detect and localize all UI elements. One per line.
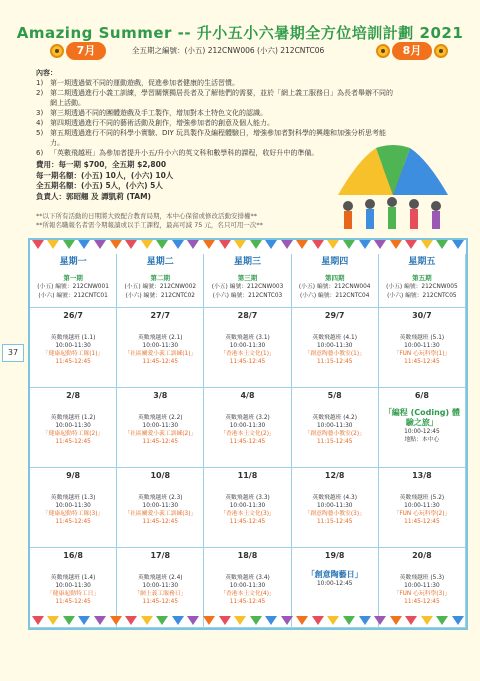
note-1: **以下所有活動的日期將大致配合教育局期，本中心保留或修改活動安排權** [36, 212, 257, 220]
cell-class: 英數飛越班 (1.2) [50, 415, 96, 421]
cell-activity-time: 11:45-12:45 [404, 599, 440, 605]
bunting-flag [156, 616, 168, 625]
bunting-flag [374, 240, 386, 249]
fee-text: 費用：每一期 $700，全五期 $2,800 [36, 160, 167, 169]
cell-class: 英數飛越班 (4.3) [312, 495, 357, 501]
cell-class: 英數飛越班 (5.3) [399, 575, 445, 581]
content-item-number: 3) [36, 109, 44, 117]
cell-lines [206, 494, 288, 526]
bunting-flag [312, 616, 324, 625]
bunting-flag [125, 240, 137, 249]
bunting-flag [94, 240, 106, 249]
cell-time: 10:00-11:30 [55, 343, 91, 349]
sunflower-icon [434, 44, 448, 58]
page-number: 37 [2, 344, 24, 362]
period-code-header [117, 272, 204, 308]
cell-time: 10:00-11:30 [316, 423, 353, 429]
cell-activity: 「FUN 心玩科學(1)」 [393, 351, 451, 357]
cell-activity-time: 11:45-12:45 [229, 359, 266, 365]
bunting-flag [265, 616, 277, 625]
cell-activity: 「健康起動特工隊(3)」 [42, 511, 104, 517]
cell-lines [381, 494, 463, 526]
bunting-flag [187, 240, 199, 249]
cell-date: 3/8 [153, 391, 168, 400]
cell-class: 英數飛越班 (1.1) [50, 335, 96, 341]
cell-lines [294, 494, 376, 526]
staff-text: 負責人：郭昭翹 及 譚凱莉 (TAM) [36, 191, 151, 201]
cell-date: 5/8 [327, 391, 342, 400]
cell-date: 6/8 [414, 391, 429, 400]
schedule-cell [30, 308, 117, 388]
bunting-flag [374, 616, 386, 625]
cell-location: 地點：本中心 [404, 437, 440, 443]
cell-activity: 「香港本土文化(3)」 [220, 511, 275, 517]
cell-lines [294, 570, 376, 588]
content-item [36, 88, 396, 108]
bunting-flag [125, 616, 137, 625]
content-item-text: 第四期透過進行不同的藝術活動及創作，增強參加者的創意及個人能力。 [50, 119, 274, 127]
page-title: Amazing Summer -- 升小五小六暑期全方位培訓計劃 2021 [16, 24, 464, 42]
cell-date: 26/7 [63, 311, 83, 320]
bunting-flag [156, 240, 168, 249]
content-item [36, 78, 396, 88]
cell-lines [119, 334, 201, 366]
sunflower-icon [50, 44, 64, 58]
cell-class: 英數飛越班 (2.4) [138, 575, 183, 581]
cell-lines [206, 334, 288, 366]
cell-activity-time: 11:45-12:45 [142, 439, 179, 445]
bunting-flag [343, 240, 355, 249]
cell-activity-time: 11:45-12:45 [142, 519, 179, 525]
bunting-top [30, 240, 466, 250]
bunting-flag [234, 616, 246, 625]
period-code-header [30, 272, 117, 308]
content-item [36, 108, 396, 118]
period-label: 第五期 [412, 274, 432, 282]
content-item-number: 6) [36, 149, 44, 157]
period-code-p6: (小六) 編號：212CNTC03 [212, 293, 283, 299]
bunting-flag [78, 240, 90, 249]
bunting-flag [63, 616, 75, 625]
cell-activity-time: 11:45-12:45 [229, 439, 266, 445]
cell-activity-time: 11:15-12:45 [316, 359, 353, 365]
schedule-cell [204, 388, 291, 468]
bunting-flag [110, 240, 122, 249]
period-code-header [379, 272, 466, 308]
period-code-header [292, 272, 379, 308]
cell-class: 英數飛越班 (1.3) [50, 495, 96, 501]
cell-class: 英數飛越班 (2.2) [138, 415, 183, 421]
period-code-p6: (小六) 編號：212CNTC05 [387, 293, 457, 299]
cell-lines [294, 414, 376, 446]
period-code-p5: (小五) 編號：212CNW004 [298, 284, 371, 290]
bunting-flag [327, 240, 339, 249]
content-item-number: 5) [36, 129, 44, 137]
sunflower-icon [376, 44, 390, 58]
cell-date: 29/7 [324, 311, 345, 320]
bunting-flag [47, 240, 59, 249]
bunting-flag [94, 616, 106, 625]
cell-activity: 「香港本土文化(1)」 [220, 351, 275, 357]
cell-activity: 「創意陶藝小教室(2)」 [304, 431, 365, 437]
period-label: 第三期 [237, 274, 258, 282]
month-badge-august: 8月 [392, 42, 432, 60]
cell-time: 10:00-11:30 [229, 503, 266, 509]
bunting-flag [187, 616, 199, 625]
cell-date: 28/7 [237, 311, 258, 320]
schedule-calendar [28, 238, 468, 630]
content-item [36, 118, 396, 128]
cell-activity: 「創意陶藝小教室(3)」 [304, 511, 365, 517]
cell-lines [32, 494, 114, 526]
cell-lines [32, 574, 114, 606]
schedule-cell [379, 308, 466, 388]
period-code-p5: (小五) 編號：212CNW002 [124, 284, 197, 290]
cell-class: 英數飛越班 (3.2) [225, 415, 270, 421]
bunting-flag [141, 616, 153, 625]
cell-activity-time: 11:45-12:45 [55, 519, 91, 525]
cell-lines [32, 334, 114, 366]
period-code-p5: (小五) 編號：212CNW003 [211, 284, 284, 290]
cell-activity: 「香港本土文化(2)」 [220, 431, 275, 437]
bunting-flag [343, 616, 355, 625]
cell-lines [381, 574, 463, 606]
cell-date: 12/8 [324, 471, 345, 480]
cell-lines [206, 574, 288, 606]
bunting-flag [219, 240, 231, 249]
cell-date: 2/8 [66, 391, 81, 400]
period-code-p5: (小五) 編號：212CNW001 [37, 284, 109, 290]
cell-activity: 「社區關愛小義工訓練(3)」 [124, 511, 197, 517]
period-label: 第四期 [324, 274, 345, 282]
cell-date: 20/8 [412, 551, 432, 560]
schedule-cell [117, 468, 204, 548]
note-2: **所報名職報名者需今期報讀或以手工課程，最高可減 75 元，名只可用一次** [36, 221, 263, 229]
cell-date: 30/7 [412, 311, 432, 320]
quota-all-text: 全五期名額：(小五) 5人，(小六) 5人 [36, 181, 163, 190]
cell-activity-time: 11:45-12:45 [229, 519, 266, 525]
schedule-cell [292, 308, 379, 388]
bunting-flag [78, 616, 90, 625]
cell-date: 19/8 [324, 551, 345, 560]
cell-activity-time: 11:45-12:45 [229, 599, 266, 605]
bunting-flag [421, 616, 433, 625]
cell-lines [206, 414, 288, 446]
meta-row [0, 42, 480, 64]
schedule-cell [379, 468, 466, 548]
cell-date: 10/8 [150, 471, 171, 480]
cell-class: 英數飛越班 (4.2) [312, 415, 357, 421]
bunting-bottom [30, 616, 466, 626]
bunting-flag [312, 240, 324, 249]
special-event-title: 「創意陶藝日」 [306, 570, 363, 579]
cell-activity: 「網上義工服務日」 [134, 591, 187, 597]
bunting-flag [234, 240, 246, 249]
cell-date: 17/8 [150, 551, 171, 560]
bunting-flag [250, 240, 262, 249]
bunting-flag [63, 240, 75, 249]
cell-time: 10:00-11:30 [229, 583, 266, 589]
cell-class: 英數飛越班 (2.3) [138, 495, 183, 501]
content-item-number: 4) [36, 119, 44, 127]
cell-time: 10:00-11:30 [229, 423, 266, 429]
bunting-flag [421, 240, 433, 249]
cell-time: 10:00-11:30 [142, 583, 179, 589]
quota-each-text: 每一期名額：(小五) 10人，(小六) 10人 [36, 170, 174, 180]
cell-class: 英數飛越班 (4.1) [312, 335, 357, 341]
cell-time: 10:00-11:30 [142, 503, 179, 509]
day-header: 星期二 [117, 254, 204, 272]
content-item-number: 2) [36, 89, 44, 97]
schedule-cell [30, 388, 117, 468]
cell-lines [119, 414, 201, 446]
content-heading: 內容： [36, 69, 57, 77]
cell-lines [381, 408, 463, 444]
cell-activity: 「FUN 心玩科學(3)」 [393, 591, 451, 597]
content-item-text: 第二期透過進行小義工訓練，學習關懷獨居長者及了解他們的需要，並於「網上義工服務日」為長者舉辦不同的網上活動。 [50, 89, 393, 107]
cell-date: 11/8 [237, 471, 258, 480]
bunting-flag [296, 240, 308, 249]
cell-activity: 「健康起動特工日」 [47, 591, 100, 597]
schedule-cell [204, 468, 291, 548]
bunting-flag [203, 240, 215, 249]
bunting-flag [141, 240, 153, 249]
bunting-flag [359, 240, 371, 249]
bunting-flag [452, 240, 464, 249]
month-badge-july: 7月 [66, 42, 106, 60]
schedule-cell [379, 388, 466, 468]
cell-activity-time: 11:45-12:45 [55, 359, 91, 365]
cell-time: 10:00-11:30 [142, 343, 179, 349]
cell-activity-time: 11:45-12:45 [55, 439, 91, 445]
cell-time: 10:00-11:30 [404, 583, 440, 589]
bunting-flag [390, 240, 402, 249]
content-item-number: 1) [36, 79, 44, 87]
cell-class: 英數飛越班 (2.1) [138, 335, 183, 341]
cell-time: 10:00-12:45 [316, 581, 353, 587]
cell-class: 英數飛越班 (3.4) [225, 575, 270, 581]
bunting-flag [32, 240, 44, 249]
content-item-text: 第五期透過進行不同的科學小實驗、DIY 玩具製作及編程體驗日，增強參加者對科學的興趣和加強分析思考能力。 [50, 129, 386, 147]
cell-class: 英數飛越班 (3.3) [225, 495, 270, 501]
cell-class: 英數飛越班 (5.2) [399, 495, 445, 501]
parachute-kids-illustration [328, 140, 458, 240]
bunting-flag [110, 616, 122, 625]
cell-lines [294, 334, 376, 366]
cell-time: 10:00-11:30 [55, 423, 91, 429]
cell-time: 10:00-11:30 [404, 503, 440, 509]
cell-activity-time: 11:15-12:45 [316, 439, 353, 445]
cell-class: 英數飛越班 (1.4) [50, 575, 96, 581]
cell-date: 27/7 [150, 311, 171, 320]
cell-activity-time: 11:45-12:45 [142, 359, 179, 365]
cell-date: 9/8 [66, 471, 81, 480]
bunting-flag [172, 240, 184, 249]
cell-lines [119, 494, 201, 526]
cell-time: 10:00-11:30 [404, 343, 440, 349]
info-section [36, 160, 316, 202]
period-label: 第一期 [63, 274, 83, 282]
cell-activity: 「健康起動特工隊(1)」 [42, 351, 104, 357]
cell-activity: 「健康起動特工隊(2)」 [42, 431, 104, 437]
cell-activity-time: 11:45-12:45 [55, 599, 91, 605]
period-code-p6: (小六) 編號：212CNTC02 [125, 293, 195, 299]
bunting-flag [219, 616, 231, 625]
content-item-text: 第三期透過不同的團體遊戲及手工製作，增加對本土特色文化的認識。 [50, 109, 267, 117]
period-code-p6: (小六) 編號：212CNTC01 [38, 293, 108, 299]
cell-class: 英數飛越班 (3.1) [225, 335, 270, 341]
bunting-flag [47, 616, 59, 625]
special-event-title: 「編程 (Coding) 體驗之旅」 [383, 408, 460, 427]
cell-date: 13/8 [412, 471, 432, 480]
cell-time: 10:00-11:30 [55, 503, 91, 509]
cell-activity: 「創意陶藝小教室(1)」 [304, 351, 365, 357]
cell-class: 英數飛越班 (5.1) [399, 335, 445, 341]
bunting-flag [452, 616, 464, 625]
day-header: 星期四 [292, 254, 379, 272]
content-item-text: 「英數飛越班」為參加者提升小五/升小六的英文科和數學科的課程，收好升中的準備。 [50, 149, 319, 157]
codes-line: 全五期之編號：(小五) 212CNW006 (小六) 212CNTC06 [132, 46, 325, 55]
day-header: 星期五 [379, 254, 466, 272]
bunting-flag [203, 616, 215, 625]
cell-activity: 「香港本土文化(4)」 [220, 591, 275, 597]
cell-time: 10:00-11:30 [316, 503, 353, 509]
period-label: 第二期 [150, 274, 171, 282]
bunting-flag [265, 240, 277, 249]
schedule-cell [117, 308, 204, 388]
notes-section [36, 212, 336, 230]
schedule-cell [292, 388, 379, 468]
day-header: 星期一 [30, 254, 117, 272]
bunting-flag [281, 240, 293, 249]
cell-date: 4/8 [240, 391, 255, 400]
content-item-text: 第一期透過做不同的運動遊戲，促進參加者健康的生活習慣。 [50, 79, 239, 87]
period-code-p5: (小五) 編號：212CNW005 [386, 284, 458, 290]
cell-time: 10:00-12:45 [404, 429, 440, 435]
schedule-cell [204, 308, 291, 388]
cell-lines [119, 574, 201, 606]
cell-time: 10:00-11:30 [316, 343, 353, 349]
bunting-flag [172, 616, 184, 625]
bunting-flag [281, 616, 293, 625]
bunting-flag [390, 616, 402, 625]
day-header: 星期三 [204, 254, 291, 272]
cell-lines [32, 414, 114, 446]
cell-time: 10:00-11:30 [229, 343, 266, 349]
bunting-flag [32, 616, 44, 625]
cell-lines [381, 334, 463, 366]
cell-activity-time: 11:45-12:45 [404, 519, 440, 525]
bunting-flag [436, 616, 448, 625]
cell-activity-time: 11:45-12:45 [142, 599, 179, 605]
bunting-flag [327, 616, 339, 625]
cell-activity-time: 11:45-12:45 [404, 359, 440, 365]
schedule-cell [292, 468, 379, 548]
bunting-flag [436, 240, 448, 249]
schedule-grid [30, 254, 466, 628]
period-code-p6: (小六) 編號：212CNTC04 [299, 293, 370, 299]
cell-activity: 「社區關愛小義工訓練(2)」 [124, 431, 197, 437]
cell-time: 10:00-11:30 [55, 583, 91, 589]
bunting-flag [405, 616, 417, 625]
cell-activity: 「社區關愛小義工訓練(1)」 [124, 351, 197, 357]
bunting-flag [359, 616, 371, 625]
schedule-cell [30, 468, 117, 548]
cell-date: 16/8 [63, 551, 83, 560]
cell-activity-time: 11:15-12:45 [316, 519, 353, 525]
cell-date: 18/8 [237, 551, 258, 560]
schedule-cell [117, 388, 204, 468]
bunting-flag [405, 240, 417, 249]
bunting-flag [296, 616, 308, 625]
bunting-flag [250, 616, 262, 625]
cell-time: 10:00-11:30 [142, 423, 179, 429]
period-code-header [204, 272, 291, 308]
cell-activity: 「FUN 心玩科學(2)」 [393, 511, 451, 517]
